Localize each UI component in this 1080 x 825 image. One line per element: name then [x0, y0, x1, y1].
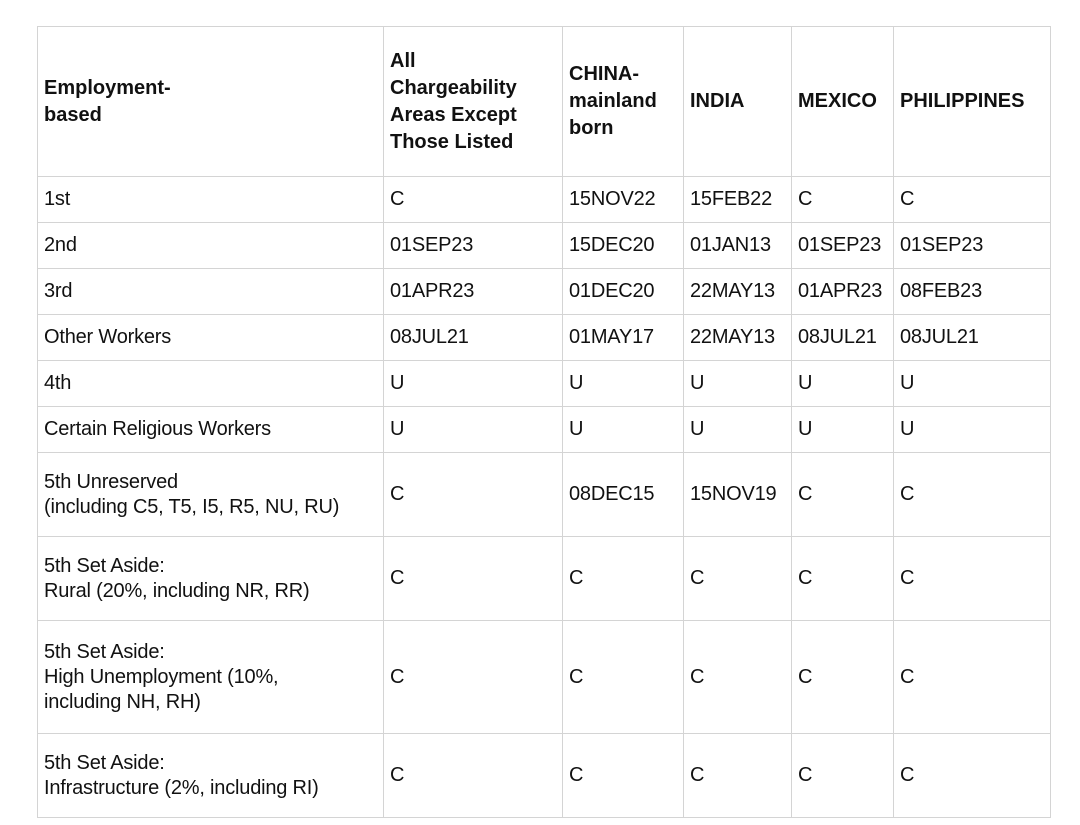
date-cell: C: [563, 734, 684, 818]
date-cell: C: [563, 537, 684, 621]
category-label-line: 5th Unreserved: [44, 470, 178, 493]
date-cell: 08JUL21: [894, 315, 1051, 361]
category-label-line: 5th Set Aside:: [44, 554, 165, 577]
date-cell: 15FEB22: [684, 177, 792, 223]
category-cell: [38, 453, 384, 537]
date-cell: U: [792, 407, 894, 453]
date-cell: C: [792, 537, 894, 621]
category-label-line: 1st: [44, 188, 71, 210]
date-cell: C: [894, 177, 1051, 223]
date-cell: 22MAY13: [684, 315, 792, 361]
category-label-line: 5th Set Aside:: [44, 640, 165, 663]
table-row: [38, 537, 1051, 621]
date-cell: C: [384, 537, 563, 621]
category-label-line: 3rd: [44, 280, 73, 302]
category-label-line: Rural (20%, including NR, RR): [44, 579, 310, 602]
date-cell: C: [894, 453, 1051, 537]
table-row: [38, 315, 1051, 361]
header-philippines: PHILIPPINES: [894, 27, 1051, 177]
date-cell: C: [792, 734, 894, 818]
category-label-line: 5th Set Aside:: [44, 751, 165, 774]
category-cell: [38, 734, 384, 818]
header-china: CHINA- mainland born: [563, 27, 684, 177]
date-cell: 08JUL21: [384, 315, 563, 361]
category-cell: [38, 361, 384, 407]
date-cell: U: [792, 361, 894, 407]
date-cell: U: [384, 361, 563, 407]
date-cell: 01SEP23: [894, 223, 1051, 269]
category-label-line: including NH, RH): [44, 690, 201, 713]
header-employment-based: Employment- based: [38, 27, 384, 177]
date-cell: C: [792, 453, 894, 537]
date-cell: C: [894, 537, 1051, 621]
date-cell: 15NOV19: [684, 453, 792, 537]
date-cell: C: [563, 621, 684, 734]
date-cell: 15NOV22: [563, 177, 684, 223]
date-cell: 01SEP23: [792, 223, 894, 269]
table-row: [38, 177, 1051, 223]
table-row: [38, 453, 1051, 537]
date-cell: 01APR23: [384, 269, 563, 315]
category-cell: [38, 407, 384, 453]
category-label-line: Infrastructure (2%, including RI): [44, 776, 319, 799]
table-row: [38, 269, 1051, 315]
category-label-line: (including C5, T5, I5, R5, NU, RU): [44, 495, 340, 518]
category-cell: [38, 177, 384, 223]
date-cell: U: [894, 407, 1051, 453]
header-india: INDIA: [684, 27, 792, 177]
employment-based-dates-table: [37, 26, 1051, 818]
date-cell: U: [384, 407, 563, 453]
date-cell: 08JUL21: [792, 315, 894, 361]
date-cell: 22MAY13: [684, 269, 792, 315]
category-cell: [38, 315, 384, 361]
date-cell: U: [894, 361, 1051, 407]
date-cell: 01JAN13: [684, 223, 792, 269]
date-cell: C: [792, 177, 894, 223]
date-cell: C: [384, 453, 563, 537]
date-cell: 01MAY17: [563, 315, 684, 361]
category-label-line: 4th: [44, 372, 72, 394]
date-cell: 01APR23: [792, 269, 894, 315]
date-cell: U: [684, 407, 792, 453]
category-label-line: Certain Religious Workers: [44, 418, 271, 440]
date-cell: 01DEC20: [563, 269, 684, 315]
date-cell: C: [684, 621, 792, 734]
date-cell: C: [792, 621, 894, 734]
table-row: [38, 407, 1051, 453]
date-cell: 01SEP23: [384, 223, 563, 269]
table-row: [38, 223, 1051, 269]
date-cell: U: [684, 361, 792, 407]
table-row: [38, 621, 1051, 734]
date-cell: U: [563, 361, 684, 407]
category-label-line: 2nd: [44, 234, 77, 256]
date-cell: U: [563, 407, 684, 453]
date-cell: C: [384, 177, 563, 223]
date-cell: C: [684, 537, 792, 621]
table-body: [38, 177, 1051, 818]
category-label-line: High Unemployment (10%,: [44, 665, 279, 688]
category-cell: [38, 537, 384, 621]
date-cell: 08FEB23: [894, 269, 1051, 315]
table-row: [38, 734, 1051, 818]
category-label-line: Other Workers: [44, 326, 172, 348]
visa-bulletin-table-container: [37, 26, 1051, 818]
category-cell: [38, 223, 384, 269]
date-cell: C: [384, 734, 563, 818]
header-all-chargeability: All Chargeability Areas Except Those Listed: [384, 27, 563, 177]
date-cell: 15DEC20: [563, 223, 684, 269]
date-cell: 08DEC15: [563, 453, 684, 537]
table-row: [38, 361, 1051, 407]
date-cell: C: [894, 734, 1051, 818]
category-cell: [38, 269, 384, 315]
date-cell: C: [894, 621, 1051, 734]
header-mexico: MEXICO: [792, 27, 894, 177]
category-cell: [38, 621, 384, 734]
date-cell: C: [684, 734, 792, 818]
date-cell: C: [384, 621, 563, 734]
header-row: [38, 27, 1051, 177]
